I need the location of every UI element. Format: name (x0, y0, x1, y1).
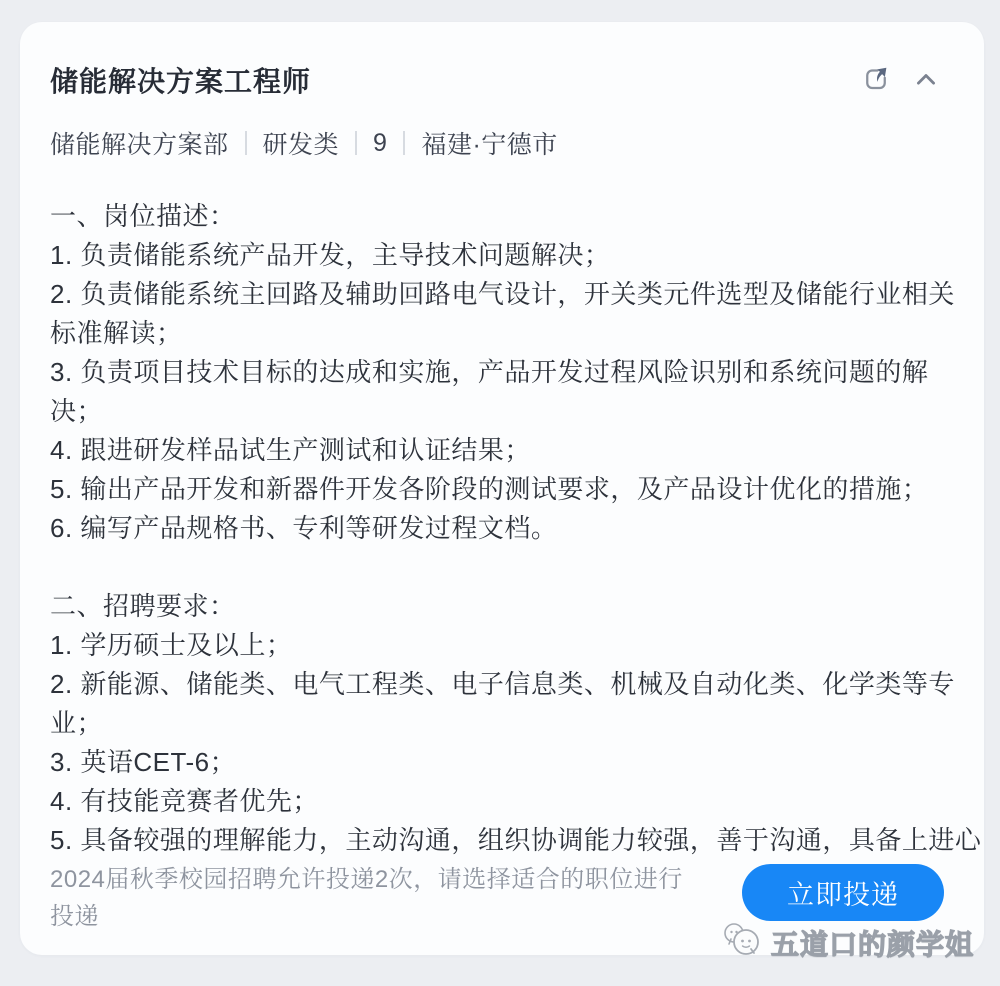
description-line: 1. 学历硕士及以上； (50, 630, 293, 660)
job-detail-card (20, 22, 984, 955)
header-actions (860, 64, 954, 96)
description-line: 2. 新能源、储能类、电气工程类、电子信息类、机械及自动化类、化学类等专 (50, 669, 955, 699)
description-line: 2. 负责储能系统主回路及辅助回路电气设计，开关类元件选型及储能行业相关 (50, 279, 955, 309)
chevron-up-icon (912, 65, 940, 96)
meta-divider (355, 131, 357, 155)
meta-divider (245, 131, 247, 155)
apply-now-button[interactable] (742, 864, 944, 921)
description-line-clipped: 5. 具备较强的理解能力，主动沟通，组织协调能力较强，善于沟通，具备上进心 (50, 825, 982, 855)
card-header (50, 60, 954, 100)
description-line: 3. 英语CET-6； (50, 747, 237, 777)
description-line: 6. 编写产品规格书、专利等研发过程文档。 (50, 513, 558, 543)
card-footer (50, 861, 954, 935)
description-line: 3. 负责项目技术目标的达成和实施，产品开发过程风险识别和系统问题的解 (50, 357, 929, 387)
section-heading: 二、招聘要求： (50, 591, 236, 621)
description-line: 4. 跟进研发样品试生产测试和认证结果； (50, 435, 531, 465)
description-line: 决； (50, 396, 104, 426)
description-line: 业； (50, 708, 104, 738)
share-button[interactable] (860, 64, 892, 96)
description-line: 4. 有技能竞赛者优先； (50, 786, 319, 816)
apply-now-label: 立即投递 (787, 880, 899, 910)
meta-department: 储能解决方案部 (50, 131, 229, 159)
description-line: 1. 负责储能系统产品开发，主导技术问题解决； (50, 240, 611, 270)
watermark-text: 五道口的颜学姐 (770, 928, 974, 960)
meta-category: 研发类 (262, 131, 340, 159)
meta-divider (403, 131, 405, 155)
description-line: 5. 输出产品开发和新器件开发各阶段的测试要求，及产品设计优化的措施； (50, 474, 929, 504)
job-meta-row (50, 128, 954, 158)
collapse-button[interactable] (910, 64, 942, 96)
meta-location: 福建·宁德市 (421, 131, 558, 159)
section-heading: 一、岗位描述： (50, 201, 236, 231)
apply-limit-notice: 2024届秋季校园招聘允许投递2次，请选择适合的职位进行投递 (50, 866, 683, 930)
job-description (50, 197, 982, 855)
meta-headcount: 9 (373, 128, 388, 157)
share-forward-icon (861, 64, 891, 97)
section-duties (50, 197, 954, 548)
description-line: 标准解读； (50, 318, 183, 348)
job-title: 储能解决方案工程师 (50, 66, 312, 97)
section-requirements (50, 587, 982, 860)
